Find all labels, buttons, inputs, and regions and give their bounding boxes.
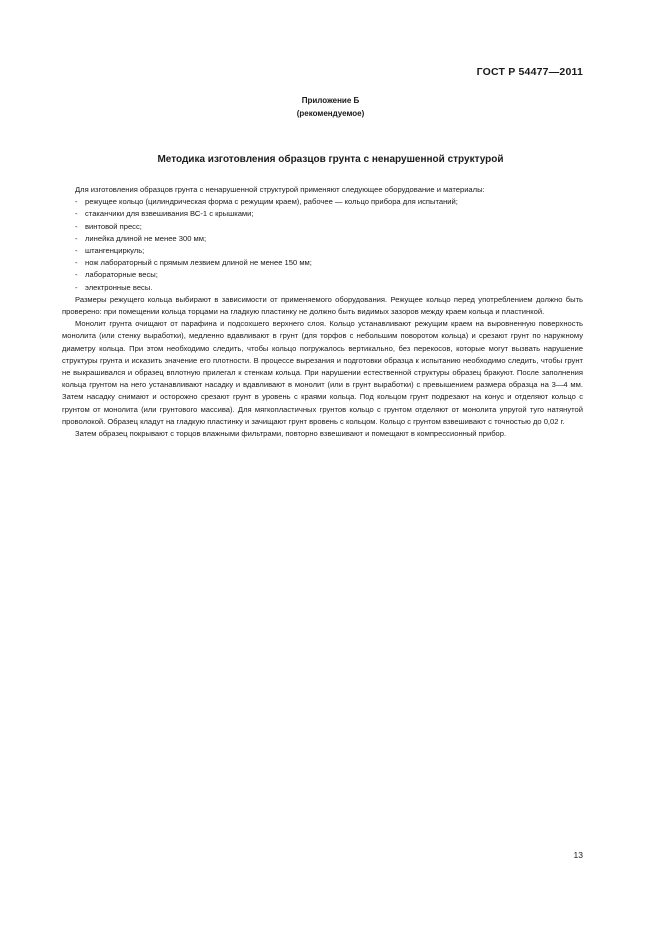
list-dash: -	[75, 282, 78, 292]
annex-status: (рекомендуемое)	[296, 109, 365, 118]
list-dash: -	[75, 197, 78, 207]
paragraph-final: Затем образец покрывают с торцов влажными фильтрами, повторно взвешивают и помещают в компрессионный прибор.	[75, 429, 507, 439]
list-item-text: лабораторные весы;	[85, 270, 158, 280]
page-number: 13	[573, 850, 583, 860]
intro-paragraph: Для изготовления образцов грунта с ненарушенной структурой применяют следующее оборудование и материалы:	[75, 185, 485, 194]
section-title: Методика изготовления образцов грунта с ненарушенной структурой	[157, 154, 504, 165]
list-item-text: линейка длиной не менее 300 мм;	[85, 233, 207, 243]
list-item	[75, 269, 583, 281]
paragraph-procedure: Монолит грунта очищают от парафина и подсохшего верхнего слоя. Кольцо устанавливают режущим краем на выровненную поверхность монолита (или стенку выработки), медленно вдавливают в грунт (для торфов с небольшим поворотом кольца) и срезают грунт по наружному диаметру кольца. При этом необходимо следить, чтобы кольцо погружалось вертикально, без перекосов, которые могут вызвать нарушение структуры грунта и исказить значение его плотности. В процессе вырезания и подготовки образца к испытанию необходимо следить, чтобы грунт не выкрашивался и образец вплотную прилегал к стенкам кольца. При нарушении естественной структуры образец бракуют. После заполнения кольца грунтом на него устанавливают насадку и вдавливают в монолит (или в грунт выработки) с превышением размера образца на 3—4 мм. Затем насадку снимают и осторожно срезают грунт в уровень с краями кольца. Под кольцом грунт подрезают на конус и отделяют кольцо с грунтом от монолита (или грунтового массива). Для мягкопластичных грунтов кольцо с грунтом отделяют от монолита упругой туго натянутой проволокой. Образец кладут на гладкую пластинку и зачищают грунт вровень с кольцом. Кольцо с грунтом взвешивают с точностью до 0,02 г.	[62, 319, 583, 426]
list-item	[75, 245, 583, 257]
list-item-text: электронные весы.	[85, 282, 153, 292]
list-item	[75, 233, 583, 245]
list-item-text: штангенциркуль;	[85, 246, 145, 256]
list-item	[75, 208, 583, 220]
list-dash: -	[75, 209, 78, 219]
list-item-text: винтовой пресс;	[85, 221, 142, 231]
list-dash: -	[75, 221, 78, 231]
document-body	[62, 184, 583, 440]
list-item-text: стаканчики для взвешивания ВС-1 с крышками;	[85, 209, 254, 219]
list-item	[75, 282, 583, 294]
annex-label: Приложение Б	[301, 96, 360, 105]
list-dash: -	[75, 233, 78, 243]
list-dash: -	[75, 246, 78, 256]
paragraph-ring-size: Размеры режущего кольца выбирают в зависимости от применяемого оборудования. Режущее кольцо перед употреблением должно быть проверено: при помещении кольца торцами на гладкую пластинку не должно быть видимых зазоров между краем кольца и пластинкой.	[62, 294, 583, 317]
list-item	[75, 221, 583, 233]
list-item-text: нож лабораторный с прямым лезвием длиной не менее 150 мм;	[85, 258, 312, 268]
list-item	[75, 257, 583, 269]
list-dash: -	[75, 270, 78, 280]
list-item-text: режущее кольцо (цилиндрическая форма с режущим краем), рабочее — кольцо прибора для испытаний;	[85, 197, 458, 207]
standard-number: ГОСТ Р 54477—2011	[476, 66, 583, 78]
annex-heading	[0, 94, 661, 120]
list-dash: -	[75, 258, 78, 268]
list-item	[75, 196, 583, 208]
equipment-list	[62, 196, 583, 294]
